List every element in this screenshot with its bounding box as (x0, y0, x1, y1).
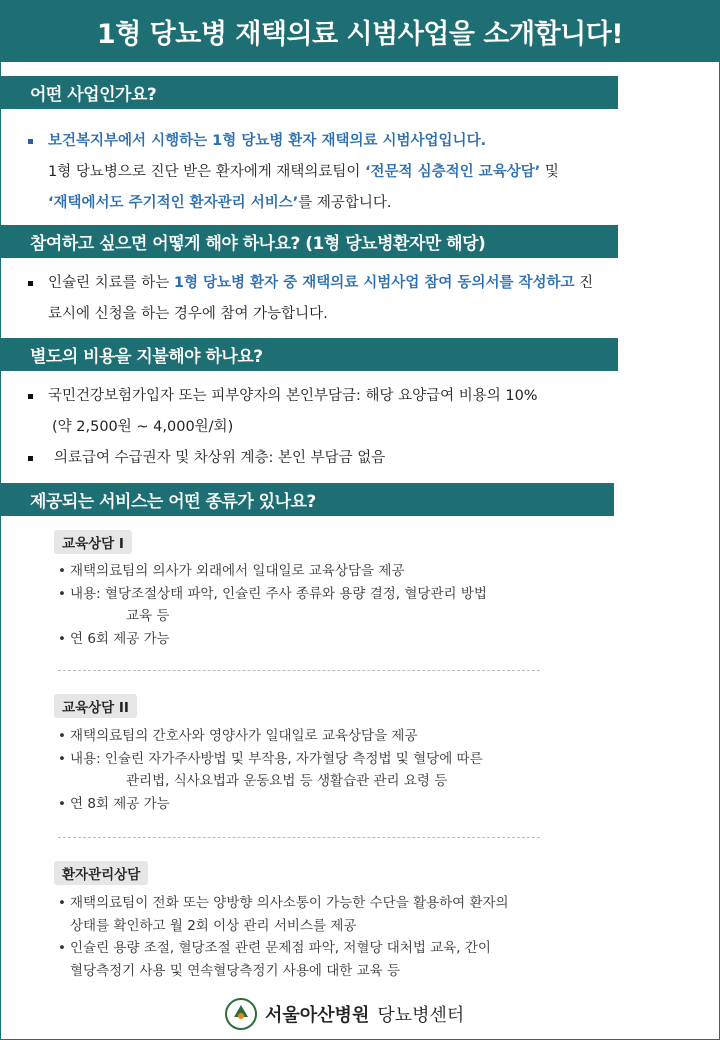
section-title: 별도의 비용을 지불해야 하나요? (30, 347, 263, 367)
program-intro: 보건복지부에서 시행하는 1형 당뇨병 환자 재택의료 시범사업입니다. (48, 133, 487, 149)
list-item: • 내용: 혈당조절상태 파악, 인슐린 주사 종류와 용량 결정, 혈당관리 방법 (58, 583, 558, 606)
bullet-line (28, 381, 688, 412)
text-span: 를 제공합니다. (298, 195, 392, 211)
asan-emblem-icon (225, 998, 257, 1030)
bullet-icon (28, 456, 33, 461)
section-cost-body (28, 381, 688, 474)
text-span: 의료급여 수급권자 및 차상위 계층: 본인 부담금 없음 (54, 450, 386, 466)
section-what-body (28, 126, 688, 219)
service-tag-education-1 (54, 530, 132, 554)
list-item-continuation: 관리법, 식사요법과 운동요법 등 생활습관 관리 요령 등 (126, 773, 448, 789)
list-item-continuation: 혈당측정기 사용 및 연속혈당측정기 사용에 대한 교육 등 (70, 962, 400, 979)
service-tag-education-2 (54, 694, 137, 718)
text-span: 진 (574, 275, 594, 291)
list-item-continuation: 상태를 확인하고 월 2회 이상 관리 서비스를 제공 (70, 917, 357, 934)
text-line (28, 188, 688, 219)
divider (58, 670, 540, 671)
list-item: • 연 8회 제공 가능 (58, 793, 558, 816)
text-span: 1형 당뇨병으로 진단 받은 환자에게 재택의료팀이 (48, 164, 366, 180)
text-span: 인슐린 치료를 하는 (48, 275, 174, 291)
text-span: 및 (540, 164, 559, 180)
bullet-line (28, 126, 688, 157)
text-line (28, 157, 688, 188)
text-span: 국민건강보험가입자 또는 피부양자의 본인부담금: 해당 요양급여 비용의 10% (48, 388, 538, 404)
service-list-patient-care (58, 892, 558, 982)
tag-label: 환자관리상담 (62, 867, 141, 883)
list-item: • 재택의료팀의 간호사와 영양사가 일대일로 교육상담을 제공 (58, 725, 558, 748)
tag-label: 교육상담 I (62, 536, 124, 552)
bullet-icon (28, 139, 33, 144)
section-title: 참여하고 싶으면 어떻게 해야 하나요? (1형 당뇨병환자만 해당) (30, 234, 486, 254)
tag-label: 교육상담 II (62, 700, 129, 716)
section-title: 제공되는 서비스는 어떤 종류가 있나요? (30, 492, 316, 512)
section-cost-header (0, 338, 618, 371)
bullet-line (28, 268, 688, 299)
list-item: • 연 6회 제공 가능 (58, 628, 558, 651)
section-join-body (28, 268, 688, 330)
text-span: 료시에 신청을 하는 경우에 참여 가능합니다. (48, 306, 328, 322)
highlight-text: ‘재택에서도 주기적인 환자관리 서비스’ (48, 195, 299, 211)
text-line (28, 299, 688, 330)
hospital-name: 서울아산병원 (265, 1005, 370, 1026)
list-item: • 재택의료팀의 의사가 외래에서 일대일로 교육상담을 제공 (58, 560, 558, 583)
list-item-continuation: 교육 등 (126, 608, 170, 624)
section-join-header (0, 225, 618, 258)
service-list-education-2 (58, 725, 558, 815)
hospital-logo (225, 996, 464, 1032)
bullet-icon (28, 281, 33, 286)
text-line (28, 412, 688, 443)
highlight-text: 1형 당뇨병 환자 중 재택의료 시범사업 참여 동의서를 작성하고 (173, 275, 575, 291)
text-span: (약 2,500원 ~ 4,000원/회) (52, 419, 234, 435)
section-service-header (0, 483, 614, 516)
header-banner (0, 0, 720, 62)
divider (58, 837, 540, 838)
section-title: 어떤 사업인가요? (30, 85, 157, 105)
list-item: • 재택의료팀이 전화 또는 양방향 의사소통이 가능한 수단을 활용하여 환자의 (58, 892, 558, 915)
service-tag-patient-care (54, 861, 148, 885)
bullet-line (28, 443, 688, 474)
section-what-header (0, 76, 618, 109)
bullet-icon (28, 394, 33, 399)
page-title: 1형 당뇨병 재택의료 시범사업을 소개합니다! (96, 18, 624, 50)
sun-shape (238, 1013, 244, 1019)
list-item: • 인슐린 용량 조절, 혈당조절 관련 문제점 파악, 저혈당 대처법 교육, 간이 (58, 937, 558, 960)
list-item: • 내용: 인슐린 자가주사방법 및 부작용, 자가혈당 측정법 및 혈당에 따른 (58, 748, 558, 771)
center-name: 당뇨병센터 (377, 1005, 465, 1026)
service-list-education-1 (58, 560, 558, 650)
highlight-text: ‘전문적 심층적인 교육상담’ (365, 164, 541, 180)
